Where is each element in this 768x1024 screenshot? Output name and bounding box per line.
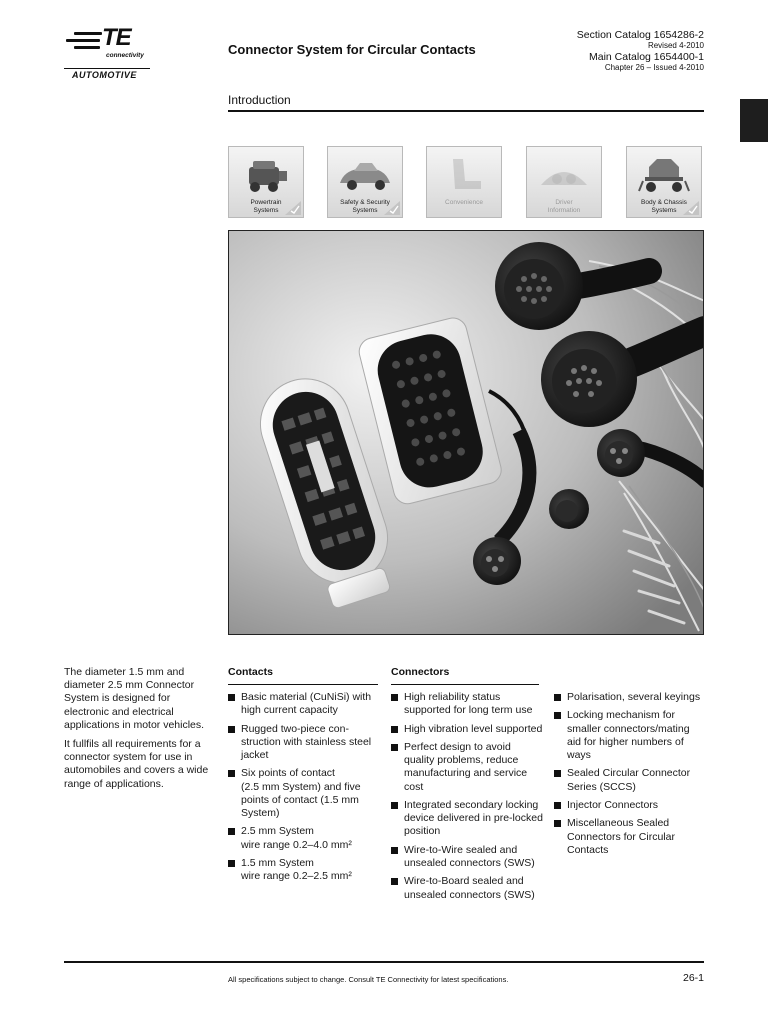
connectors-list-primary xyxy=(391,691,543,907)
section-heading: Introduction xyxy=(228,93,291,107)
brand-mark: TE xyxy=(102,24,131,51)
list-item: Six points of contact (2.5 mm System) and five points of contact (1.5 mm System) xyxy=(228,767,380,820)
list-item: High reliability status supported for long term use xyxy=(391,691,543,717)
te-logo xyxy=(64,24,164,80)
revision-date: Revised 4-2010 xyxy=(647,41,704,50)
list-item: Rugged two-piece con- struction with stainless steel jacket xyxy=(228,723,380,763)
category-tile-powertrain[interactable] xyxy=(228,146,304,218)
bullet-square-icon xyxy=(391,726,398,733)
list-item: 2.5 mm System wire range 0.2–4.0 mm² xyxy=(228,825,380,851)
section-divider xyxy=(228,110,704,112)
category-label: Driver Information xyxy=(547,199,581,214)
brand-subtitle: connectivity xyxy=(106,52,144,59)
list-item: Miscellaneous Sealed Connectors for Circular Contacts xyxy=(554,817,706,857)
logo-divider xyxy=(64,68,150,69)
bullet-square-icon xyxy=(554,802,561,809)
category-label: Safety & Security Systems xyxy=(340,199,390,214)
list-item: High vibration level supported xyxy=(391,723,543,736)
list-item: Polarisation, several keyings xyxy=(554,691,706,704)
engine-icon xyxy=(237,155,295,195)
bullet-square-icon xyxy=(391,847,398,854)
list-item: Locking mechanism for smaller connectors/mating aid for higher numbers of ways xyxy=(554,709,706,762)
category-tile-convenience[interactable] xyxy=(426,146,502,218)
category-label: Powertrain Systems xyxy=(250,199,282,214)
list-item: Wire-to-Wire sealed and unsealed connectors (SWS) xyxy=(391,844,543,870)
check-corner-icon xyxy=(384,201,400,215)
list-item: Perfect design to avoid quality problems, reduce manufacturing and service cost xyxy=(391,741,543,794)
page-title: Connector System for Circular Contacts xyxy=(228,42,476,57)
category-label: Body & Chassis Systems xyxy=(641,199,687,214)
chapter-tab-marker xyxy=(740,99,768,142)
check-corner-icon xyxy=(683,201,699,215)
car-icon xyxy=(336,155,394,195)
contacts-list xyxy=(228,691,380,889)
catalog-info xyxy=(577,29,704,73)
bullet-square-icon xyxy=(554,770,561,777)
bullet-square-icon xyxy=(228,694,235,701)
bullet-square-icon xyxy=(228,770,235,777)
footer-note: All specifications subject to change. Consult TE Connectivity for latest specifications. xyxy=(228,975,509,984)
chassis-icon xyxy=(635,155,693,195)
bullet-square-icon xyxy=(228,828,235,835)
connectors-divider xyxy=(391,684,539,685)
category-tile-safety-security[interactable] xyxy=(327,146,403,218)
bullet-square-icon xyxy=(228,726,235,733)
bullet-square-icon xyxy=(228,860,235,867)
list-item: Integrated secondary locking device delivered in pre-locked position xyxy=(391,799,543,839)
bullet-square-icon xyxy=(554,712,561,719)
contacts-heading: Contacts xyxy=(228,666,273,678)
dashboard-icon xyxy=(535,155,593,195)
product-photo xyxy=(228,230,704,635)
list-item: Injector Connectors xyxy=(554,799,706,812)
connectors-heading: Connectors xyxy=(391,666,450,678)
main-catalog-number: Main Catalog 1654400-1 xyxy=(589,51,704,63)
division-label: AUTOMOTIVE xyxy=(72,70,137,80)
bullet-square-icon xyxy=(554,694,561,701)
bullet-square-icon xyxy=(391,802,398,809)
list-item: Wire-to-Board sealed and unsealed connectors (SWS) xyxy=(391,875,543,901)
list-item: Sealed Circular Connector Series (SCCS) xyxy=(554,767,706,793)
list-item: Basic material (CuNiSi) with high current capacity xyxy=(228,691,380,717)
intro-paragraph: It fullfils all requirements for a connector system for use in automobiles and covers a wide range of applications. xyxy=(64,738,209,790)
intro-text xyxy=(64,666,214,797)
chapter-issue: Chapter 26 – Issued 4-2010 xyxy=(604,63,704,72)
seat-icon xyxy=(435,155,493,195)
bullet-square-icon xyxy=(391,878,398,885)
page-number: 26-1 xyxy=(682,972,704,984)
bullet-square-icon xyxy=(391,744,398,751)
intro-paragraph: The diameter 1.5 mm and diameter 2.5 mm Connector System is designed for electronic and electrical applications in motor vehicles. xyxy=(64,666,205,731)
bullet-square-icon xyxy=(391,694,398,701)
connectors-list-secondary xyxy=(554,691,706,862)
bullet-square-icon xyxy=(554,820,561,827)
category-tile-driver-information[interactable] xyxy=(526,146,602,218)
category-label: Convenience xyxy=(445,199,483,206)
category-tile-body-chassis[interactable] xyxy=(626,146,702,218)
contacts-divider xyxy=(228,684,378,685)
list-item: 1.5 mm System wire range 0.2–2.5 mm² xyxy=(228,857,380,883)
check-corner-icon xyxy=(285,201,301,215)
footer-divider xyxy=(64,961,704,963)
section-catalog-number: Section Catalog 1654286-2 xyxy=(576,29,704,41)
